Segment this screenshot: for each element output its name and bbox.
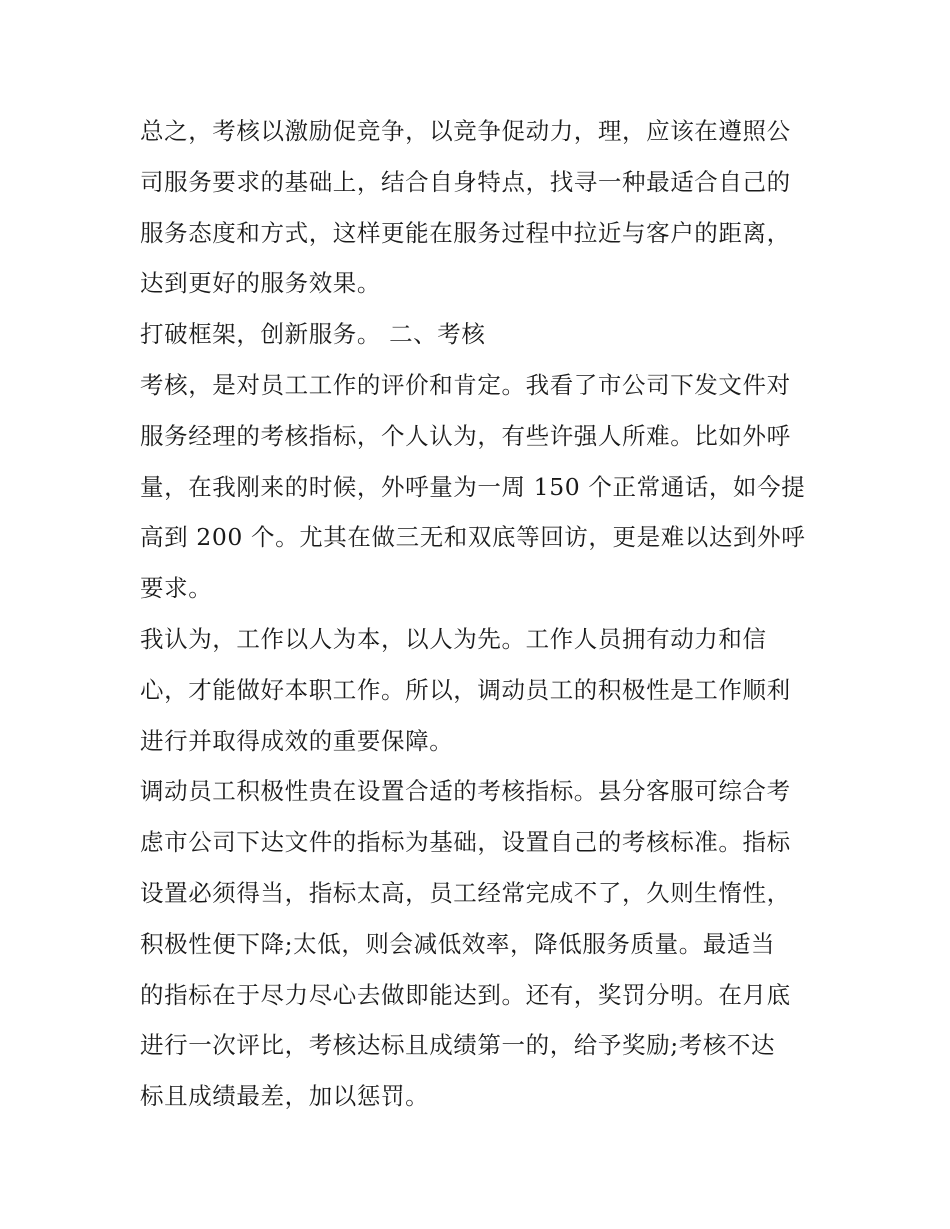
text-line: 量，在我刚来的时候，外呼量为一周 150 个正常通话，如今提 (140, 472, 806, 501)
text-line: 达到更好的服务效果。 (140, 269, 381, 298)
text-line: 总之，考核以激励促竞争，以竞争促动力，理，应该在遵照公 (140, 117, 791, 145)
section-heading-line: 打破框架，创新服务。 二、考核 (140, 320, 486, 349)
text-line: 考核，是对员工工作的评价和肯定。我看了市公司下发文件对 (140, 370, 791, 399)
text-line: 我认为，工作以人为本，以人为先。工作人员拥有动力和信 (140, 624, 767, 653)
text-line: 积极性便下降;太低，则会减低效率，降低服务质量。最适当 (140, 929, 776, 958)
text-line: 服务经理的考核指标，个人认为，有些许强人所难。比如外呼 (140, 421, 791, 450)
document-body (140, 106, 820, 1122)
text-line: 调动员工积极性贵在设置合适的考核指标。县分客服可综合考 (140, 777, 791, 806)
text-line: 司服务要求的基础上，结合自身特点，找寻一种最适合自己的 (140, 167, 791, 196)
text-line: 要求。 (140, 574, 213, 603)
text-line: 虑市公司下达文件的指标为基础，设置自己的考核标准。指标 (140, 828, 791, 857)
text-line: 进行并取得成效的重要保障。 (140, 726, 454, 755)
text-line: 服务态度和方式，这样更能在服务过程中拉近与客户的距离， (140, 218, 791, 247)
text-line: 高到 200 个。尤其在做三无和双底等回访，更是难以达到外呼 (140, 523, 806, 552)
text-line: 心，才能做好本职工作。所以，调动员工的积极性是工作顺利 (140, 675, 791, 704)
text-line: 标且成绩最差，加以惩罚。 (140, 1082, 430, 1111)
text-line: 设置必须得当，指标太高，员工经常完成不了，久则生惰性， (140, 878, 791, 907)
text-line: 进行一次评比，考核达标且成绩第一的，给予奖励;考核不达 (140, 1031, 776, 1060)
text-line: 的指标在于尽力尽心去做即能达到。还有，奖罚分明。在月底 (140, 980, 791, 1009)
